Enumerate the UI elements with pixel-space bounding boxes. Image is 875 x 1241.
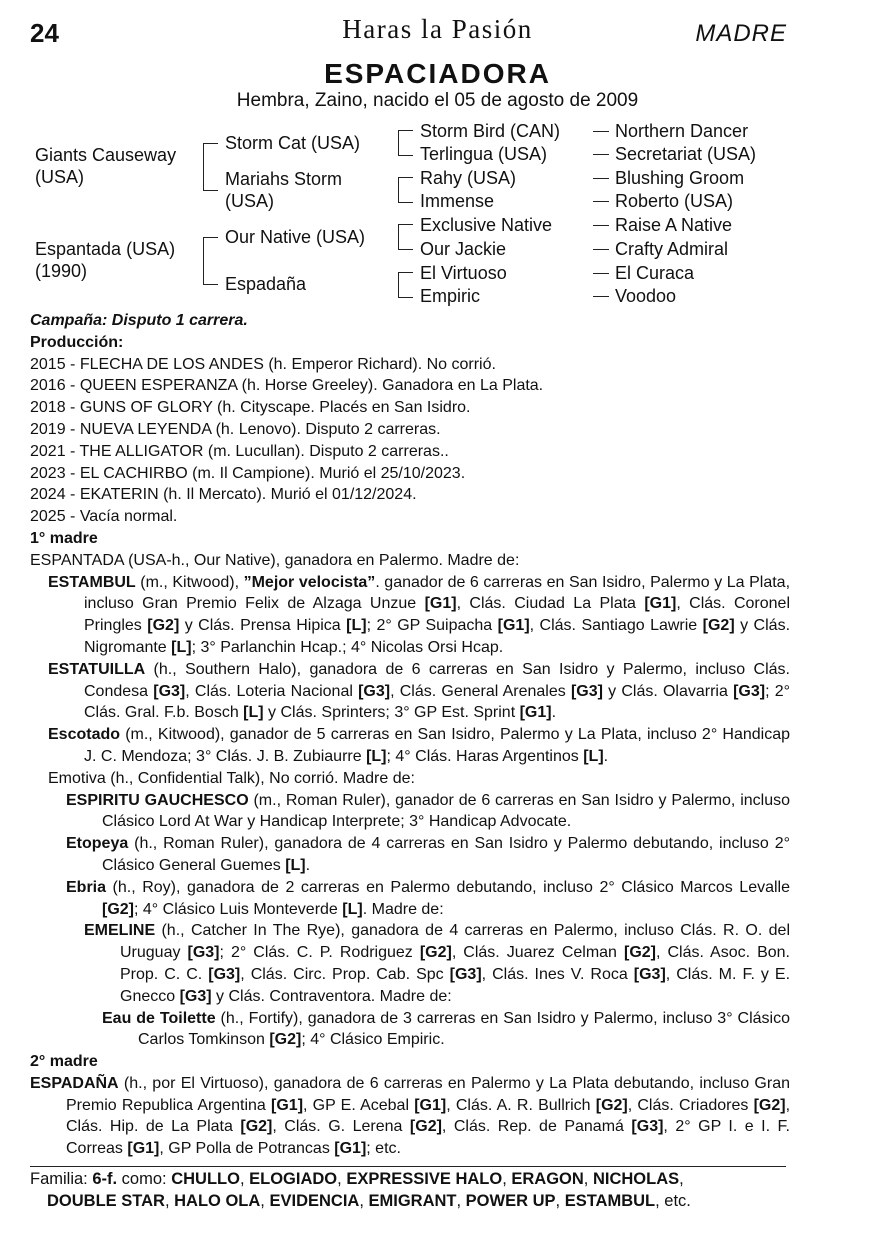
dash [593, 296, 609, 297]
family-text: como: [117, 1170, 172, 1188]
bracket [398, 272, 413, 298]
grade-badge: [G1] [424, 595, 457, 613]
grade-badge: [G2] [240, 1118, 273, 1136]
produce-entry-emotiva: Emotiva (h., Confidential Talk), No corrió. Madre de: [48, 769, 415, 787]
separator: , [583, 1170, 593, 1188]
produce-entry-ebria [30, 877, 790, 921]
dash [593, 131, 609, 132]
entry-text: y Clás. Prensa Hipica [179, 617, 347, 635]
grade-badge: [G2] [102, 900, 134, 918]
entry-text: , Clás. General Arenales [390, 682, 571, 700]
produce-entry-eau [30, 1008, 790, 1052]
production-item: 2018 - GUNS OF GLORY (h. Cityscape. Placés en San Isidro. [30, 399, 471, 417]
entry-text: . [603, 747, 609, 765]
entry-text: , Clás. Criadores [627, 1096, 754, 1114]
grade-badge: [G2] [623, 944, 656, 962]
entry-text: (m., Kitwood), ganador de 5 carreras en San Isidro, Palermo y La Plata, incluso 2° Handicap J. C. Mendoza; 3° Clás. J. B. Zubiaurre [84, 726, 790, 765]
entry-text: (m., Roman Ruler), ganador de 6 carreras en San Isidro y Palermo, incluso Clásico Lord At War y Handicap Interprete; 3° Handicap Advocate. [102, 791, 790, 831]
grade-badge: [G2] [409, 1118, 442, 1136]
family-line-1 [30, 1168, 790, 1190]
produce-entry-etopeya [30, 833, 790, 877]
pedigree-gen2: Mariahs Storm (USA) [225, 169, 343, 211]
entry-text: , Clás. Ines V. Roca [481, 965, 634, 983]
entry-text: ; 4° Clás. Haras Argentinos [386, 747, 584, 765]
entry-text: (h., Southern Halo), ganadora de 6 carreras en San Isidro y Palermo, incluso Clás. Condesa [84, 660, 790, 700]
produce-name: ESPIRITU GAUCHESCO [66, 791, 249, 809]
produce-name: Etopeya [66, 835, 129, 853]
pedigree-gen3: Our Jackie [420, 239, 507, 259]
produce-entry-espiritu [30, 790, 790, 834]
grade-badge: [L] [171, 638, 192, 656]
grade-badge: [G1] [519, 704, 552, 722]
family-horse: NICHOLAS [592, 1170, 680, 1188]
pedigree-gen4: Crafty Admiral [615, 239, 729, 259]
dash [593, 249, 609, 250]
entry-text: ; etc. [366, 1140, 401, 1158]
horse-description: Hembra, Zaino, nacido el 05 de agosto de 2009 [236, 90, 639, 111]
production-item: 2021 - THE ALLIGATOR (m. Lucullan). Disputo 2 carreras.. [30, 442, 449, 460]
entry-text: y Clás. Sprinters; 3° GP Est. Sprint [263, 704, 520, 722]
family-horse: CHULLO [171, 1170, 240, 1188]
grade-badge: [L] [342, 900, 363, 918]
family-horse: EMIGRANT [368, 1192, 457, 1210]
grade-badge: [G2] [147, 617, 180, 635]
grade-badge: [L] [285, 856, 306, 874]
pedigree-gen3: Empiric [420, 286, 481, 306]
grade-badge: [G1] [644, 595, 677, 613]
family-horse: HALO OLA [174, 1192, 261, 1210]
entry-text: , Clás. Hip. de La Plata [66, 1096, 791, 1136]
horse-name: ESPACIADORA [324, 58, 551, 89]
separator: , [359, 1192, 369, 1210]
page-number: 24 [30, 18, 59, 48]
pedigree-gen4: El Curaca [615, 263, 695, 283]
family-label: Familia: [30, 1170, 93, 1188]
family-line-2 [30, 1190, 790, 1212]
grade-badge: [G3] [179, 987, 212, 1005]
grade-badge: [L] [346, 617, 367, 635]
first-dam-title: 1° madre [30, 529, 98, 547]
pedigree-gen4: Roberto (USA) [615, 191, 734, 211]
family-horse: EXPRESSIVE HALO [346, 1170, 503, 1188]
first-dam-intro: ESPANTADA (USA-h., Our Native), ganadora en Palermo. Madre de: [30, 551, 520, 569]
grade-badge: [G3] [570, 682, 603, 700]
pedigree-gen3: Terlingua (USA) [420, 144, 548, 164]
grade-badge: [G2] [753, 1096, 786, 1114]
grade-badge: [G3] [449, 965, 482, 983]
separator: , [555, 1192, 565, 1210]
family-code: 6-f. [92, 1170, 118, 1188]
grade-badge: [L] [243, 704, 264, 722]
bracket [398, 130, 413, 156]
entry-text: , Clás. Juarez Celman [451, 944, 624, 962]
entry-text: (h., por El Virtuoso), ganadora de 6 carreras en Palermo y La Plata debutando, incluso Gran Premio Republica Argentina [66, 1074, 790, 1114]
grade-badge: [L] [583, 747, 604, 765]
pedigree-gen4: Voodoo [615, 286, 677, 306]
pedigree-gen2: Espadaña [225, 274, 307, 294]
produce-entry-escotado [30, 724, 790, 768]
bracket [203, 237, 218, 285]
entry-text: , Clás. Loteria Nacional [185, 682, 359, 700]
entry-text: ; 2° GP Suipacha [366, 617, 498, 635]
pedigree-gen3: Storm Bird (CAN) [420, 121, 561, 141]
dash [593, 178, 609, 179]
grade-badge: [G3] [631, 1118, 664, 1136]
production-item: 2023 - EL CACHIRBO (m. Il Campione). Murió el 25/10/2023. [30, 464, 466, 482]
production-item: 2019 - NUEVA LEYENDA (h. Lenovo). Disputo 2 carreras. [30, 420, 441, 438]
entry-text: . [551, 704, 557, 722]
stud-title: Haras la Pasión [342, 14, 533, 44]
dash [593, 273, 609, 274]
entry-text: , Clás. A. R. Bullrich [446, 1096, 596, 1114]
family-end: , etc. [655, 1192, 691, 1210]
section-label: MADRE [695, 20, 787, 47]
dash [593, 154, 609, 155]
pedigree-gen4: Secretariat (USA) [615, 144, 757, 164]
entry-text: , Clás. M. F. y E. Gnecco [120, 965, 791, 1005]
entry-text: , Clás. Ciudad La Plata [456, 595, 645, 613]
entry-text: y Clás. Contraventora. Madre de: [211, 987, 452, 1005]
produce-entry-estatuilla [30, 659, 790, 724]
family-horse: POWER UP [465, 1192, 556, 1210]
grade-badge: [G1] [334, 1140, 367, 1158]
pedigree-gen2: Storm Cat (USA) [225, 133, 361, 153]
entry-text: , Clás. Asoc. Bon. Prop. C. C. [120, 944, 790, 983]
family-horse: ERAGON [511, 1170, 584, 1188]
production-item: 2025 - Vacía normal. [30, 508, 178, 526]
grade-badge: [G1] [127, 1140, 160, 1158]
entry-text: . Madre de: [362, 900, 444, 918]
entry-text: ; 3° Parlanchin Hcap.; 4° Nicolas Orsi Hcap. [191, 638, 504, 656]
entry-text: (h., Roy), ganadora de 2 carreras en Palermo debutando, incluso 2° Clásico Marcos Levalle [106, 878, 790, 896]
pedigree-sire: Giants Causeway (USA) [35, 145, 177, 187]
campaign-line: Campaña: Disputo 1 carrera. [30, 312, 248, 329]
separator: , [502, 1170, 512, 1188]
entry-text: , Clás. G. Lerena [272, 1118, 410, 1136]
dash [593, 225, 609, 226]
produce-entry-emeline [30, 920, 790, 1007]
grade-badge: [G3] [153, 682, 186, 700]
grade-badge: [L] [366, 747, 387, 765]
second-dam-entry [30, 1073, 790, 1160]
pedigree-gen2: Our Native (USA) [225, 227, 366, 247]
production-item: 2016 - QUEEN ESPERANZA (h. Horse Greeley). Ganadora en La Plata. [30, 377, 544, 395]
produce-name: Escotado [48, 726, 121, 744]
entry-text: ; 4° Clásico Empiric. [301, 1031, 445, 1049]
entry-text: y Clás. Nigromante [84, 617, 791, 656]
grade-badge: [G1] [414, 1096, 447, 1114]
grade-badge: [G3] [733, 682, 766, 700]
produce-name: EMELINE [84, 922, 156, 940]
grade-badge: [G2] [269, 1031, 302, 1049]
grade-badge: [G3] [633, 965, 666, 983]
pedigree-gen3: El Virtuoso [420, 263, 507, 283]
grade-badge: [G2] [419, 944, 452, 962]
separator: , [337, 1170, 347, 1188]
grade-badge: [G2] [702, 617, 735, 635]
separator: , [260, 1192, 270, 1210]
entry-text: , GP E. Acebal [303, 1096, 415, 1114]
produce-name: Eau de Toilette [102, 1009, 216, 1027]
family-horse: ELOGIADO [249, 1170, 338, 1188]
grade-badge: [G1] [271, 1096, 304, 1114]
entry-text: (m., Kitwood), [135, 573, 244, 591]
entry-text: (h., Fortify), ganadora de 3 carreras en San Isidro y Palermo, incluso 3° Clásico Carlos Tomkinson [138, 1009, 790, 1049]
grade-badge: [G3] [208, 965, 241, 983]
production-title: Producción: [30, 333, 124, 351]
entry-text: . ganador de 6 carreras en San Isidro, Palermo y La Plata, incluso Gran Premio Felix de Alzaga Unzue [84, 573, 791, 613]
pedigree-dam: Espantada (USA) (1990) [35, 239, 176, 281]
entry-text: . [305, 856, 311, 874]
body-text [30, 310, 790, 1160]
pedigree-gen3: Rahy (USA) [420, 168, 517, 188]
produce-name: ESPADAÑA [30, 1074, 119, 1092]
bracket [398, 177, 413, 203]
second-dam-title: 2° madre [30, 1053, 98, 1071]
separator: , [456, 1192, 466, 1210]
pedigree-gen4: Northern Dancer [615, 121, 749, 141]
entry-text: (h., Roman Ruler), ganadora de 4 carreras en San Isidro y Palermo debutando, incluso 2° Clásico General Guemes [102, 835, 790, 874]
grade-badge: [G1] [497, 617, 530, 635]
pedigree-gen4: Raise A Native [615, 215, 733, 235]
bracket [203, 143, 218, 191]
separator: , [239, 1170, 250, 1188]
entry-text: , GP Polla de Potrancas [159, 1140, 335, 1158]
pedigree-gen3: Exclusive Native [420, 215, 553, 235]
entry-text: ; 4° Clásico Luis Monteverde [134, 900, 343, 918]
entry-text: , Clás. Santiago Lawrie [529, 617, 703, 635]
produce-name: ESTATUILLA [48, 660, 146, 678]
nickname: ”Mejor velocista” [243, 573, 376, 591]
bracket [398, 224, 413, 250]
grade-badge: [G3] [187, 944, 220, 962]
produce-entry-estambul [30, 572, 790, 659]
produce-name: ESTAMBUL [48, 573, 136, 591]
separator: , [164, 1192, 175, 1210]
produce-name: Ebria [66, 878, 107, 896]
entry-text: , 2° GP I. e I. F. Correas [66, 1118, 791, 1158]
separator: , [679, 1170, 684, 1188]
dash [593, 201, 609, 202]
pedigree-gen4: Blushing Groom [615, 168, 745, 188]
entry-text: , Clás. Rep. de Panamá [441, 1118, 632, 1136]
grade-badge: [G2] [595, 1096, 628, 1114]
pedigree-gen3: Immense [420, 191, 495, 211]
family-horse: ESTAMBUL [564, 1192, 656, 1210]
entry-text: , Clás. Coronel Pringles [84, 595, 790, 635]
production-item: 2024 - EKATERIN (h. Il Mercato). Murió el 01/12/2024. [30, 486, 417, 504]
production-item: 2015 - FLECHA DE LOS ANDES (h. Emperor Richard). No corrió. [30, 355, 496, 373]
entry-text: (h., Catcher In The Rye), ganadora de 4 carreras en Palermo, incluso Clás. R. O. del Uruguay [120, 922, 790, 962]
grade-badge: [G3] [358, 682, 391, 700]
family-horse: EVIDENCIA [269, 1192, 360, 1210]
entry-text: y Clás. Olavarria [602, 682, 734, 700]
family-line [30, 1168, 790, 1212]
entry-text: ; 2° Clás. C. P. Rodriguez [219, 944, 420, 962]
family-divider [30, 1166, 786, 1167]
entry-text: ; 2° Clás. Gral. F.b. Bosch [84, 682, 791, 722]
family-horse: DOUBLE STAR [47, 1192, 165, 1210]
entry-text: , Clás. Circ. Prop. Cab. Spc [240, 965, 450, 983]
